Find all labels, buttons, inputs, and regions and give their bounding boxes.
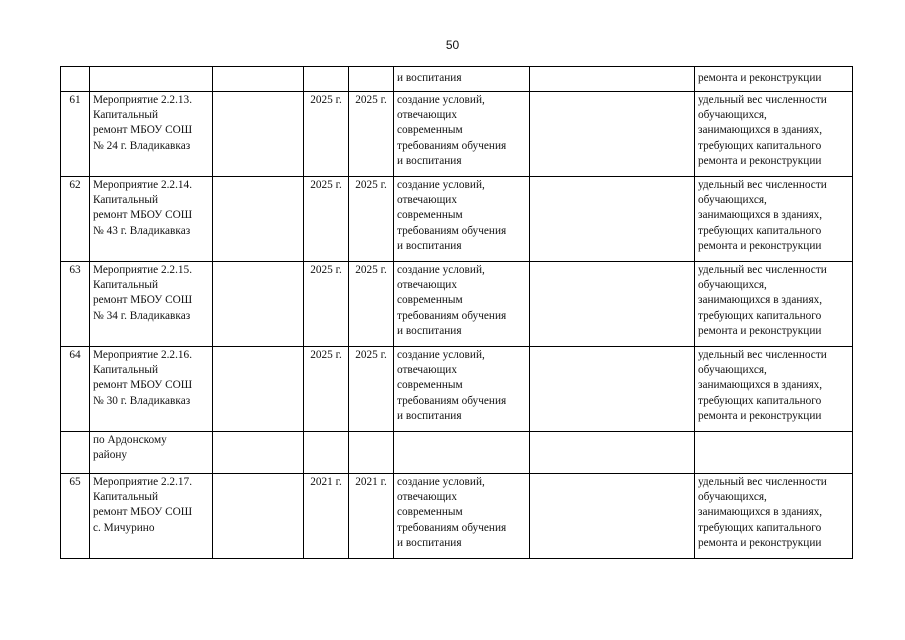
measure-name: Мероприятие 2.2.16. Капитальный ремонт МБОУ СОШ № 30 г. Владикавказ: [90, 347, 213, 432]
row-number: [61, 67, 90, 92]
measures-table: [60, 66, 853, 559]
measure-name: Мероприятие 2.2.13. Капитальный ремонт МБОУ СОШ № 24 г. Владикавказ: [90, 92, 213, 177]
measure-indicator: [695, 432, 853, 474]
empty-cell: [530, 262, 695, 347]
start-year: 2025 г.: [304, 347, 349, 432]
start-year: 2025 г.: [304, 262, 349, 347]
district-heading: по Ардонскому району: [90, 432, 213, 474]
measure-goal: [394, 432, 530, 474]
table-row: [61, 67, 853, 92]
end-year: 2025 г.: [349, 262, 394, 347]
measure-name: Мероприятие 2.2.15. Капитальный ремонт МБОУ СОШ № 34 г. Владикавказ: [90, 262, 213, 347]
empty-cell: [213, 177, 304, 262]
measure-indicator: удельный вес численности обучающихся, занимающихся в зданиях, требующих капитального ремонта и реконструкции: [695, 92, 853, 177]
measure-goal: создание условий, отвечающих современным требованиям обучения и воспитания: [394, 177, 530, 262]
measure-goal: создание условий, отвечающих современным требованиям обучения и воспитания: [394, 262, 530, 347]
start-year: 2021 г.: [304, 474, 349, 559]
empty-cell: [213, 92, 304, 177]
table-row-subheading: [61, 432, 853, 474]
row-number: 65: [61, 474, 90, 559]
row-number: 61: [61, 92, 90, 177]
start-year: [304, 432, 349, 474]
page-number: 50: [445, 38, 460, 52]
empty-cell: [213, 262, 304, 347]
table-row: [61, 262, 853, 347]
empty-cell: [530, 67, 695, 92]
empty-cell: [530, 92, 695, 177]
measure-indicator: ремонта и реконструкции: [695, 67, 853, 92]
start-year: 2025 г.: [304, 92, 349, 177]
end-year: 2025 г.: [349, 347, 394, 432]
empty-cell: [213, 432, 304, 474]
measure-indicator: удельный вес численности обучающихся, занимающихся в зданиях, требующих капитального ремонта и реконструкции: [695, 347, 853, 432]
start-year: 2025 г.: [304, 177, 349, 262]
empty-cell: [530, 347, 695, 432]
table-row: [61, 92, 853, 177]
measure-goal: и воспитания: [394, 67, 530, 92]
measure-indicator: удельный вес численности обучающихся, занимающихся в зданиях, требующих капитального ремонта и реконструкции: [695, 474, 853, 559]
measure-name: Мероприятие 2.2.14. Капитальный ремонт МБОУ СОШ № 43 г. Владикавказ: [90, 177, 213, 262]
measure-name: Мероприятие 2.2.17. Капитальный ремонт МБОУ СОШ с. Мичурино: [90, 474, 213, 559]
end-year: [349, 67, 394, 92]
empty-cell: [530, 177, 695, 262]
table-row: [61, 347, 853, 432]
empty-cell: [213, 474, 304, 559]
measure-goal: создание условий, отвечающих современным требованиям обучения и воспитания: [394, 474, 530, 559]
row-number: 63: [61, 262, 90, 347]
end-year: 2025 г.: [349, 92, 394, 177]
row-number: 62: [61, 177, 90, 262]
empty-cell: [213, 347, 304, 432]
measure-indicator: удельный вес численности обучающихся, занимающихся в зданиях, требующих капитального ремонта и реконструкции: [695, 262, 853, 347]
start-year: [304, 67, 349, 92]
end-year: 2025 г.: [349, 177, 394, 262]
measure-name: [90, 67, 213, 92]
measure-goal: создание условий, отвечающих современным требованиям обучения и воспитания: [394, 347, 530, 432]
table-row: [61, 177, 853, 262]
row-number: [61, 432, 90, 474]
table-row: [61, 474, 853, 559]
end-year: [349, 432, 394, 474]
measure-indicator: удельный вес численности обучающихся, занимающихся в зданиях, требующих капитального ремонта и реконструкции: [695, 177, 853, 262]
empty-cell: [530, 432, 695, 474]
empty-cell: [530, 474, 695, 559]
measure-goal: создание условий, отвечающих современным требованиям обучения и воспитания: [394, 92, 530, 177]
empty-cell: [213, 67, 304, 92]
row-number: 64: [61, 347, 90, 432]
end-year: 2021 г.: [349, 474, 394, 559]
